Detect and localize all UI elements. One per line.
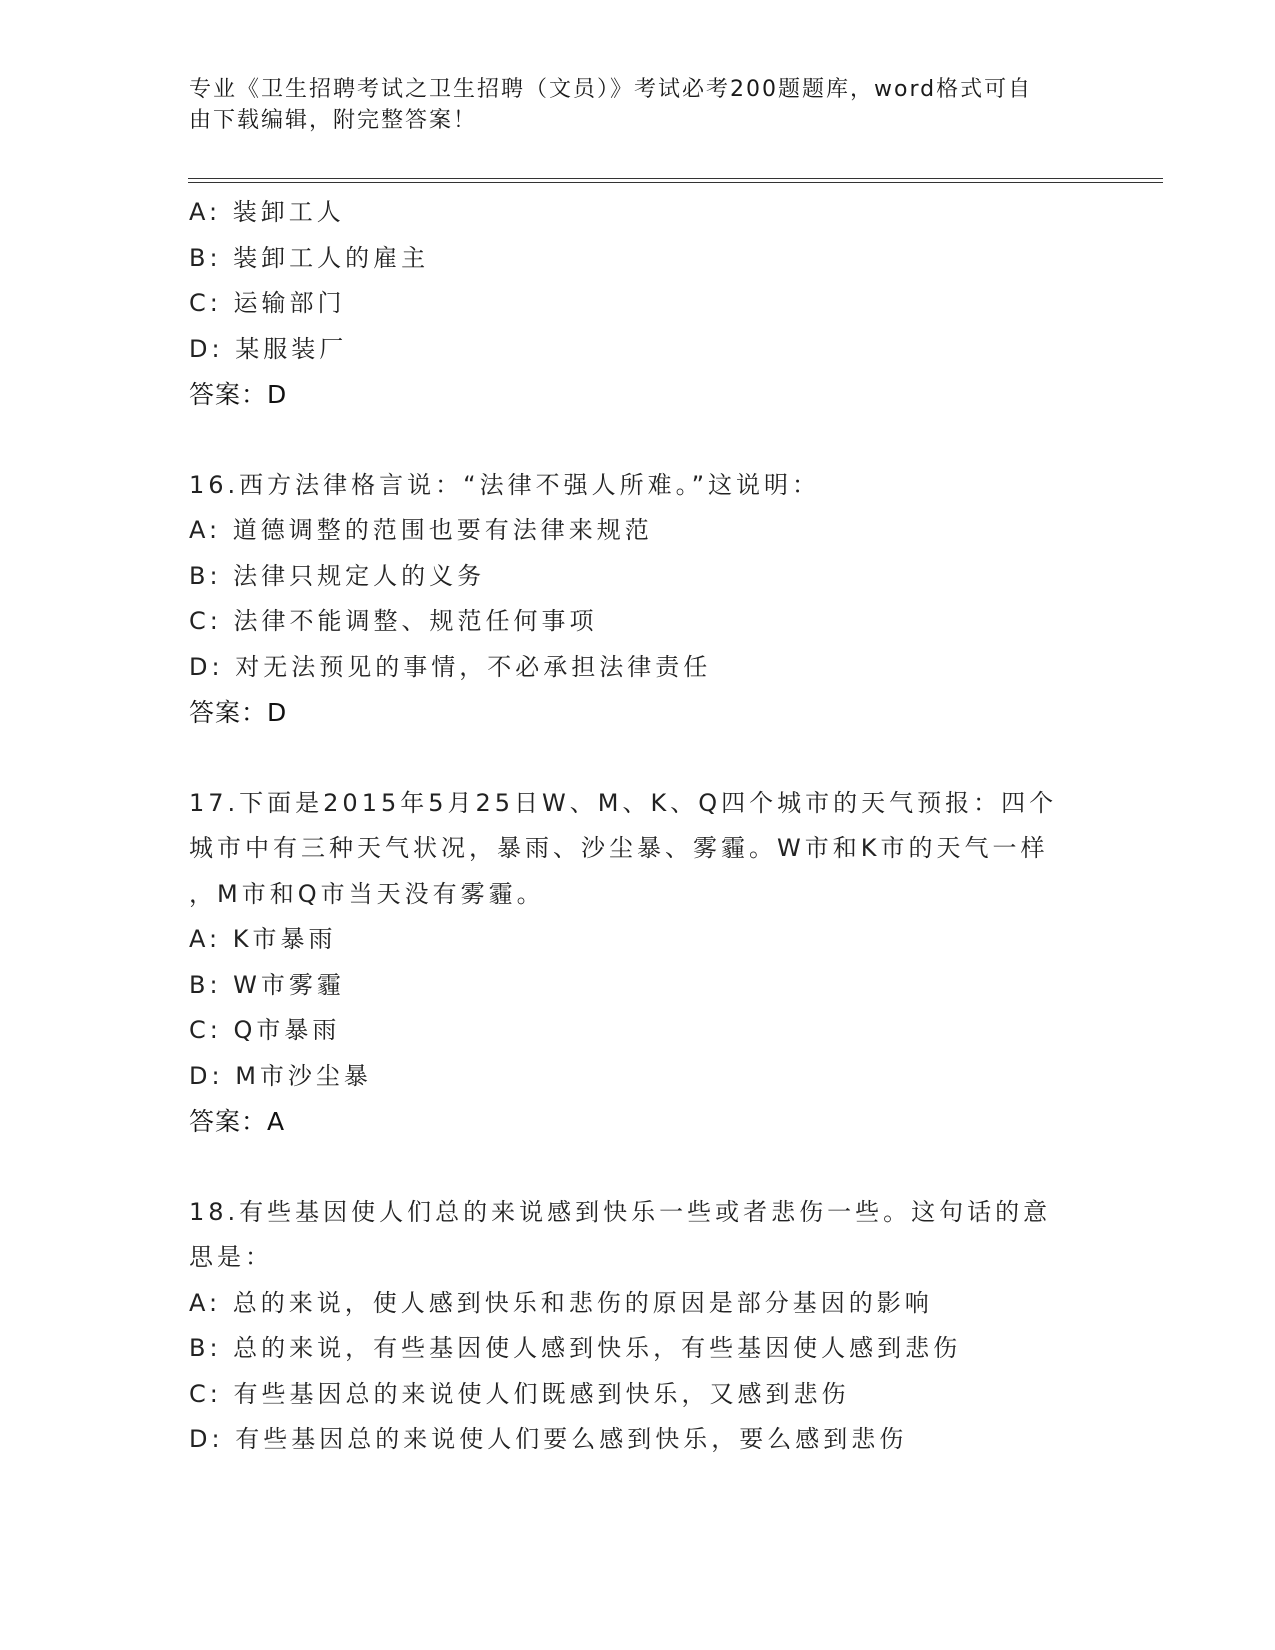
option-d: D: 某服装厂 bbox=[189, 334, 348, 363]
header-divider bbox=[188, 178, 1163, 183]
header-title-line-1: 专业《卫生招聘考试之卫生招聘（文员）》考试必考200题题库，word格式可自 bbox=[189, 77, 1033, 102]
option-a: A: 总的来说，使人感到快乐和悲伤的原因是部分基因的影响 bbox=[189, 1288, 933, 1317]
question-15 bbox=[189, 190, 1109, 418]
option-a: A: K市暴雨 bbox=[189, 925, 337, 953]
option-c: C: 运输部门 bbox=[189, 289, 346, 317]
question-16 bbox=[189, 463, 1109, 736]
option-d: D: M市沙尘暴 bbox=[189, 1061, 372, 1090]
question-list bbox=[189, 190, 1109, 1463]
option-c: C: Q市暴雨 bbox=[189, 1016, 341, 1044]
question-gap bbox=[189, 736, 1109, 781]
question-stem-line-3: ，M市和Q市当天没有雾霾。 bbox=[189, 879, 545, 908]
option-b: B: 装卸工人的雇主 bbox=[189, 243, 430, 272]
option-b: B: W市雾霾 bbox=[189, 970, 345, 999]
question-stem-line-2: 思是： bbox=[189, 1243, 273, 1271]
question-stem: 16.西方法律格言说：“法律不强人所难。”这说明： bbox=[189, 470, 821, 499]
option-b: B: 总的来说，有些基因使人感到快乐，有些基因使人感到悲伤 bbox=[189, 1334, 962, 1362]
question-gap bbox=[189, 418, 1109, 463]
question-gap bbox=[189, 1145, 1109, 1190]
option-d: D: 有些基因总的来说使人们要么感到快乐，要么感到悲伤 bbox=[189, 1425, 908, 1453]
option-a: A: 装卸工人 bbox=[189, 198, 345, 226]
question-17 bbox=[189, 781, 1109, 1145]
option-b: B: 法律只规定人的义务 bbox=[189, 561, 486, 590]
question-stem-line-1: 18.有些基因使人们总的来说感到快乐一些或者悲伤一些。这句话的意 bbox=[189, 1197, 1052, 1226]
question-18 bbox=[189, 1190, 1109, 1463]
option-d: D: 对无法预见的事情，不必承担法律责任 bbox=[189, 652, 712, 681]
option-c: C: 法律不能调整、规范任何事项 bbox=[189, 607, 598, 635]
document-header bbox=[189, 74, 1089, 136]
question-stem-line-1: 17.下面是2015年5月25日W、M、K、Q四个城市的天气预报：四个 bbox=[189, 788, 1058, 817]
answer-line: 答案：A bbox=[189, 1107, 286, 1136]
answer-line: 答案：D bbox=[189, 380, 288, 409]
answer-line: 答案：D bbox=[189, 698, 288, 727]
header-title-line-2: 由下载编辑，附完整答案！ bbox=[189, 108, 478, 133]
option-a: A: 道德调整的范围也要有法律来规范 bbox=[189, 516, 653, 544]
option-c: C: 有些基因总的来说使人们既感到快乐，又感到悲伤 bbox=[189, 1379, 850, 1408]
question-stem-line-2: 城市中有三种天气状况，暴雨、沙尘暴、雾霾。W市和K市的天气一样 bbox=[189, 834, 1049, 862]
